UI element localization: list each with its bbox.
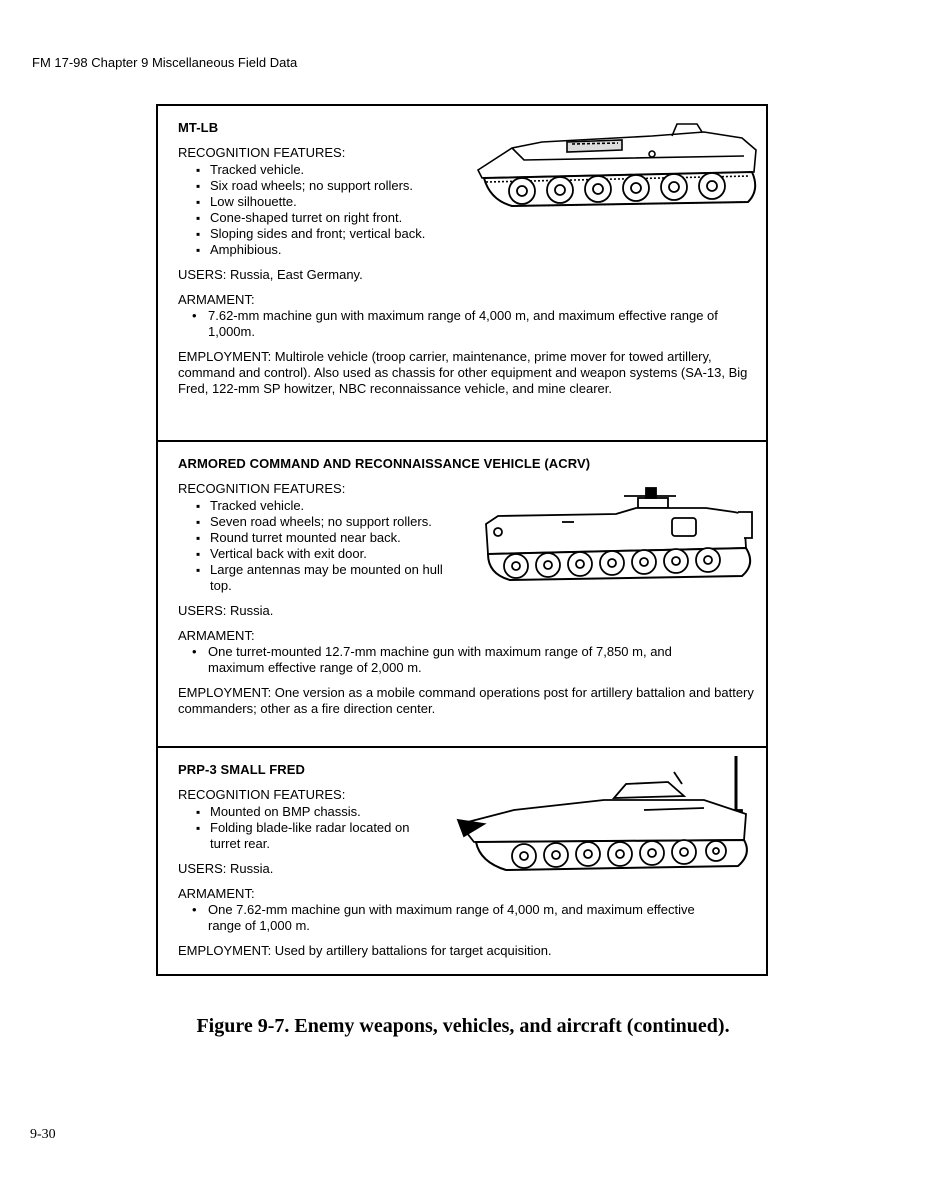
list-item: • 7.62-mm machine gun with maximum range of 4,000 m, and maximum effective range of 1,000m. — [178, 308, 758, 340]
armament-list — [178, 902, 758, 934]
list-item: • One turret-mounted 12.7-mm machine gun with maximum range of 7,850 m, and maximum effective range of 2,000 m. — [178, 644, 758, 676]
users-line: USERS: Russia, East Germany. — [178, 267, 363, 282]
list-item: ▪ Amphibious. — [178, 242, 758, 258]
prp-3-vehicle-icon — [454, 750, 754, 880]
employment-text: EMPLOYMENT: Multirole vehicle (troop carrier, maintenance, prime mover for towed artillery, command and control). Also used as chassis for other equipment and weapon systems (SA-13, Big Fred, 122-mm SP howitzer, NBC reconnaissance vehicle, and mine clearer. — [178, 349, 748, 396]
section-prp-3 — [158, 746, 766, 974]
list-item: ▪ Cone-shaped turret on right front. — [178, 210, 758, 226]
armament-list — [178, 644, 758, 676]
section-title: MT-LB — [178, 120, 219, 135]
running-head: FM 17-98 Chapter 9 Miscellaneous Field Data — [32, 55, 298, 70]
employment-text: EMPLOYMENT: One version as a mobile command operations post for artillery battalion and battery commanders; other as a fire direction center. — [178, 685, 754, 716]
figure-frame — [156, 104, 768, 976]
list-item: • One 7.62-mm machine gun with maximum range of 4,000 m, and maximum effective range of 1,000 m. — [178, 902, 758, 934]
acrv-vehicle-icon — [476, 482, 762, 594]
recognition-label: RECOGNITION FEATURES: — [178, 481, 346, 496]
armament-label: ARMAMENT: — [178, 292, 255, 307]
armament-label: ARMAMENT: — [178, 628, 255, 643]
employment-text: EMPLOYMENT: Used by artillery battalions for target acquisition. — [178, 943, 552, 958]
list-item: ▪ Six road wheels; no support rollers. — [178, 178, 758, 194]
list-item: ▪ Vertical back with exit door. — [178, 546, 443, 562]
mt-lb-vehicle-icon — [472, 120, 762, 220]
armament-list — [178, 308, 758, 340]
armament-label: ARMAMENT: — [178, 886, 255, 901]
users-line: USERS: Russia. — [178, 603, 274, 618]
list-item: ▪ Folding blade-like radar located on turret rear. — [178, 820, 443, 852]
section-mt-lb — [158, 106, 766, 440]
list-item: ▪ Sloping sides and front; vertical back. — [178, 226, 758, 242]
list-item: ▪ Tracked vehicle. — [178, 498, 443, 514]
list-item: ▪ Round turret mounted near back. — [178, 530, 443, 546]
page-number: 9-30 — [30, 1127, 56, 1142]
list-item: ▪ Large antennas may be mounted on hull top. — [178, 562, 443, 594]
feature-list — [178, 498, 443, 594]
section-title: PRP-3 SMALL FRED — [178, 762, 306, 777]
figure-caption: Figure 9-7. Enemy weapons, vehicles, and aircraft (continued). — [196, 1015, 730, 1037]
section-acrv — [158, 440, 766, 746]
list-item: ▪ Mounted on BMP chassis. — [178, 804, 443, 820]
recognition-label: RECOGNITION FEATURES: — [178, 145, 346, 160]
section-title: ARMORED COMMAND AND RECONNAISSANCE VEHICLE (ACRV) — [178, 456, 591, 471]
users-line: USERS: Russia. — [178, 861, 274, 876]
recognition-label: RECOGNITION FEATURES: — [178, 787, 346, 802]
list-item: ▪ Tracked vehicle. — [178, 162, 758, 178]
list-item: ▪ Seven road wheels; no support rollers. — [178, 514, 443, 530]
list-item: ▪ Low silhouette. — [178, 194, 758, 210]
feature-list — [178, 804, 443, 852]
